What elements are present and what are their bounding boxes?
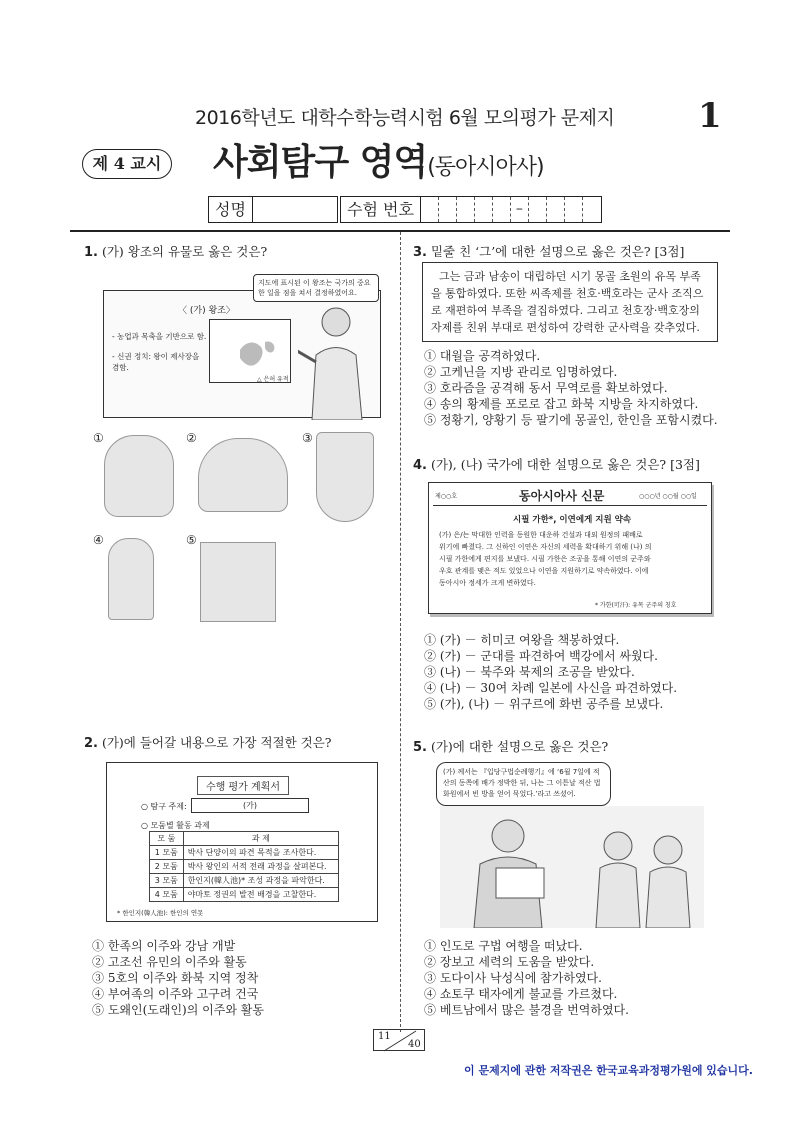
table-cell: 2 모둠 [150,860,184,874]
table-row [150,860,339,874]
plan-footnote: * 한인지(韓人池): 한인의 연못 [117,909,204,917]
map-caption: △ 은허 유적 [257,376,289,383]
topic-blank: (가) [191,798,309,813]
page-number: 1 [698,96,722,136]
exam-number-dash: – [511,197,529,222]
choice-label[interactable]: ④ [93,533,104,547]
question-number: 2. [84,736,98,751]
article-body [439,529,652,589]
passage-box: 그는 금과 남송이 대립하던 시기 몽골 초원의 유목 부족을 통합하였다. 또한 씨족제를 천호·백호라는 군사 조직으로 재편하여 부족을 결집하였다. 그리고 천호장·백호장의 자제를 친위 부대로 편성하여 강력한 군사력을 갖추었다. [422,262,718,342]
question-4-stem [413,455,700,473]
choice-label[interactable]: ⑤ [186,533,197,547]
table-cell: 1 모둠 [150,846,184,860]
artifact-ding-vessel-image [200,542,276,622]
artifact-vessel-image [104,435,174,517]
board-title: 〈 (가) 왕조〉 [178,306,235,316]
question-2-stem [84,733,332,751]
exam-title: 2016학년도 대학수학능력시험 6월 모의평가 문제지 [195,107,615,129]
choice-item[interactable]: ④ 쇼토쿠 태자에게 불교를 가르쳤다. [424,987,618,1001]
table-cell: 야마토 정권의 발전 배경을 고찰한다. [183,888,338,902]
question-number: 4. [413,458,427,473]
artifact-bronze-bell-image [108,538,154,620]
article-line: 위기에 빠졌다. 그 신하인 이연은 자신의 세력을 확대하기 위해 (나) 의 [439,543,652,551]
page-counter [373,1029,425,1051]
copyright-notice: 이 문제지에 관한 저작권은 한국교육과정평가원에 있습니다. [464,1064,753,1077]
choice-item[interactable]: ④ 부여족의 이주와 고구려 건국 [92,987,259,1001]
exam-number-field[interactable] [340,196,602,223]
question-number: 1. [84,245,98,260]
page-total: 40 [408,1039,421,1050]
choice-item[interactable]: ③ 호라즘을 공격해 동서 무역로를 확보하였다. [424,381,668,395]
table-row [150,874,339,888]
column-divider [400,232,401,1032]
table-cell: 4 모둠 [150,888,184,902]
page-current: 11 [378,1031,391,1042]
question-text: (가)에 들어갈 내용으로 가장 적절한 것은? [101,735,332,750]
question-3-choices [424,348,718,428]
board-line: - 농업과 목축을 기반으로 함. [112,332,207,341]
teacher-speech-bubble: 지도에 표시된 이 왕조는 국가의 중요한 일을 점을 쳐서 결정하였어요. [253,274,379,302]
question-3-stem [413,242,684,260]
table-cell: 박사 단양이의 파견 목적을 조사한다. [183,846,338,860]
table-row [150,888,339,902]
article-line: 시필 가한에게 편지를 보냈다. 시필 가한은 조공을 통해 이연의 군주와 [439,555,651,563]
newspaper-clipping [428,482,712,614]
exam-digit-cell[interactable] [547,197,565,222]
choice-item[interactable]: ① 인도로 구법 여행을 떠났다. [424,939,583,953]
exam-digit-cell[interactable] [493,197,511,222]
question-1-stem [84,242,267,260]
choice-item[interactable]: ② 고조선 유민의 이주와 활동 [92,955,247,969]
choice-item[interactable]: ① 한족의 이주와 강남 개발 [92,939,236,953]
article-line: 동아시아 정세가 크게 변하였다. [439,579,536,587]
choice-label[interactable]: ③ [302,431,313,445]
map-icon [210,320,290,382]
choice-item[interactable]: ⑤ 베트남에서 많은 불경을 번역하였다. [424,1003,629,1017]
teacher-illustration [298,300,378,420]
headline: 시필 가한*, 이연에게 지원 약속 [513,515,632,525]
subject-title [213,134,544,185]
plan-title: 수행 평가 계획서 [197,776,289,795]
table-cell: 3 모둠 [150,874,184,888]
question-5-stem [413,737,608,755]
exam-digit-cell[interactable] [475,197,493,222]
question-2-choices [92,938,264,1018]
group-task-table [149,831,339,902]
question-number: 3. [413,245,427,260]
table-cell: 한인지(韓人池)* 조성 과정을 파악한다. [183,874,338,888]
question-text: (가) 왕조의 유물로 옳은 것은? [101,244,268,259]
exam-digit-cell[interactable] [457,197,475,222]
exam-digit-cell[interactable] [439,197,457,222]
choice-item[interactable]: ③ 도다이사 낙성식에 참가하였다. [424,971,602,985]
exam-digit-cell[interactable] [529,197,547,222]
choice-item[interactable]: ⑤ 도왜인(도래인)의 이주와 활동 [92,1003,264,1017]
choice-item[interactable]: ⑤ 정황기, 양황기 등 팔기에 몽골인, 한인을 포함시켰다. [424,413,718,427]
choice-item[interactable]: ② 고케닌을 지방 관리로 임명하였다. [424,365,618,379]
table-header-cell: 모 둠 [150,832,184,846]
question-text: (가), (나) 국가에 대한 설명으로 옳은 것은? [3점] [430,457,700,472]
table-cell: 박사 왕인의 서적 전래 과정을 살펴본다. [183,860,338,874]
choice-item[interactable]: ④ 송의 황제를 포로로 잡고 화북 지방을 차지하였다. [424,397,699,411]
monk-speech-bubble: (가) 께서는 『입당구법순례행기』에 ‘6월 7일에 적산의 동쪽에 배가 정박한 뒤, 나는 그 이튿날 적산 법화원에서 빈 방을 얻어 묵었다.’라고 쓰셨어. [436,762,611,806]
assessment-plan [106,762,378,922]
choice-label[interactable]: ① [93,431,104,445]
group-label: ○ 모둠별 활동 과제 [141,821,210,830]
board-line: - 신권 정치: 왕이 제사장을 겸함. [112,352,200,372]
table-header-cell: 과 제 [183,832,338,846]
table-header-row [150,832,339,846]
name-field[interactable] [208,196,338,223]
choice-item[interactable]: ⑤ (가), (나) － 위구르에 화번 공주를 보냈다. [424,697,664,711]
topic-label: ○ 탐구 주제: [141,802,187,811]
monk-illustration [440,806,704,928]
subject-name: 사회탐구 영역 [213,142,428,183]
choice-item[interactable]: ③ 5호의 이주와 화북 지역 정착 [92,971,259,985]
exam-digit-cell[interactable] [583,197,601,222]
exam-number-label: 수험 번호 [341,197,421,222]
artifact-comb-pottery-image [316,432,374,522]
choice-label[interactable]: ② [186,431,197,445]
question-text: 밑줄 친 ‘그’에 대한 설명으로 옳은 것은? [3점] [430,244,685,259]
name-blank[interactable] [253,197,337,222]
table-row [150,846,339,860]
choice-item[interactable]: ② 장보고 세력의 도움을 받았다. [424,955,595,969]
artifact-bronze-drum-image [198,438,288,512]
question-5-choices [424,938,629,1018]
paper-issue: 제○○호 [435,493,458,500]
subject-subtitle: (동아시아사) [427,155,544,180]
choice-item[interactable]: ① 대월을 공격하였다. [424,349,541,363]
exam-digit-cell[interactable] [421,197,439,222]
paper-rule [433,505,707,506]
question-4-choices [424,632,677,712]
paper-date: ○○○년 ○○월 ○○일 [639,493,697,500]
choice-item[interactable]: ② (가) － 군대를 파견하여 백강에서 싸웠다. [424,649,658,663]
paper-name: 동아시아사 신문 [519,489,605,503]
exam-digit-cell[interactable] [565,197,583,222]
question-text: (가)에 대한 설명으로 옳은 것은? [430,739,609,754]
article-line: (가) 은/는 막대한 인력을 동원한 대운하 건설과 대외 원정의 패배로 [439,531,643,539]
article-line: 우호 관계를 맺은 적도 있었으나 이연을 지원하기로 약속하였다. 이에 [439,567,649,575]
choice-item[interactable]: ④ (나) － 30여 차례 일본에 사신을 파견하였다. [424,681,678,695]
choice-item[interactable]: ③ (나) － 북주와 북제의 조공을 받았다. [424,665,635,679]
choice-item[interactable]: ① (가) － 히미코 여왕을 책봉하였다. [424,633,620,647]
name-label: 성명 [209,197,253,222]
period-badge: 제 4 교시 [82,149,172,179]
article-footnote: * 가한(可汗): 유목 군주의 칭호 [595,602,677,609]
question-number: 5. [413,740,427,755]
